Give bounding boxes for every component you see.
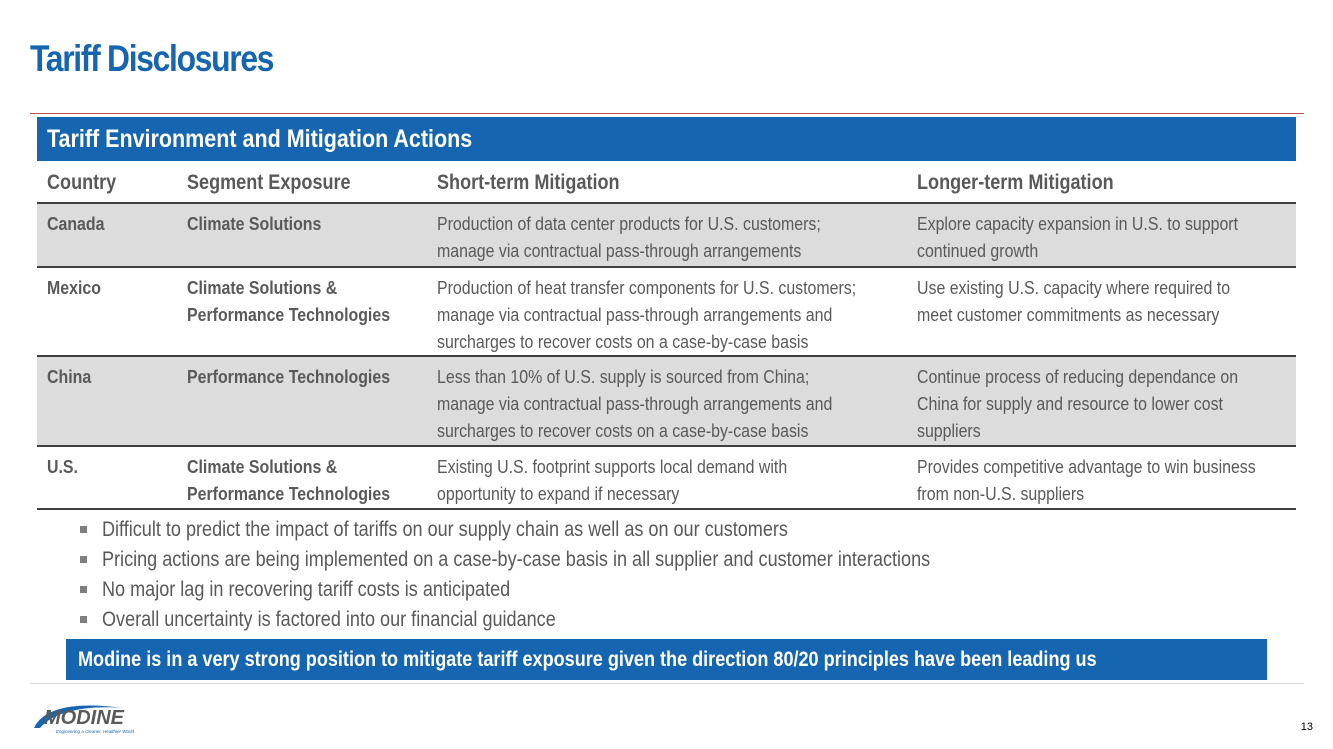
short-term-cell — [437, 210, 821, 264]
segment-line: Performance Technologies — [187, 366, 391, 387]
longer-term-cell — [917, 363, 1238, 444]
footer-divider — [30, 683, 1304, 684]
column-header-row — [37, 163, 1296, 203]
bullet-text: Difficult to predict the impact of tariffs on our supply chain as well as on our customers — [102, 518, 788, 541]
short-term-line: surcharges to recover costs on a case-by-case basis — [437, 331, 809, 352]
logo-wordmark: MODINE — [44, 707, 124, 729]
table-row — [37, 268, 1296, 355]
short-term-line: manage via contractual pass-through arrangements and — [437, 304, 833, 325]
segment-cell — [187, 363, 390, 390]
segment-line: Climate Solutions & — [187, 277, 338, 298]
short-term-line: surcharges to recover costs on a case-by-case basis — [437, 420, 809, 441]
bullet-square-icon — [80, 616, 87, 623]
bullet-text: Pricing actions are being implemented on a case-by-case basis in all supplier and customer interactions — [102, 548, 931, 571]
longer-term-line: suppliers — [917, 420, 981, 441]
longer-term-cell — [917, 274, 1230, 328]
longer-term-line: Continue process of reducing dependance on — [917, 366, 1239, 387]
bullet-text: Overall uncertainty is factored into our financial guidance — [102, 608, 556, 631]
longer-term-line: from non-U.S. suppliers — [917, 483, 1085, 504]
segment-line: Climate Solutions & — [187, 456, 338, 477]
page-number: 13 — [1300, 721, 1313, 733]
table-header — [37, 117, 1296, 161]
longer-term-cell — [917, 210, 1238, 264]
row-divider — [37, 508, 1296, 510]
title-divider — [30, 113, 1304, 114]
country-cell: Mexico — [47, 277, 101, 298]
column-header-short-term: Short-term Mitigation — [437, 171, 620, 194]
short-term-cell — [437, 274, 856, 355]
country-cell: China — [47, 366, 92, 387]
longer-term-line: China for supply and resource to lower cost — [917, 393, 1223, 414]
bullet-square-icon — [80, 526, 87, 533]
table-row — [37, 447, 1296, 508]
segment-line: Performance Technologies — [187, 483, 391, 504]
bullet-square-icon — [80, 556, 87, 563]
country-cell: Canada — [47, 213, 105, 234]
bullet-square-icon — [80, 586, 87, 593]
summary-banner — [66, 639, 1267, 680]
table-row — [37, 357, 1296, 445]
short-term-line: opportunity to expand if necessary — [437, 483, 680, 504]
segment-line: Performance Technologies — [187, 304, 391, 325]
modine-logo — [30, 698, 160, 736]
segment-cell — [187, 274, 390, 328]
column-header-segment: Segment Exposure — [187, 171, 351, 194]
table-header-text: Tariff Environment and Mitigation Actions — [47, 125, 473, 153]
segment-line: Climate Solutions — [187, 213, 322, 234]
short-term-line: Less than 10% of U.S. supply is sourced from China; — [437, 366, 810, 387]
short-term-line: Existing U.S. footprint supports local demand with — [437, 456, 788, 477]
column-header-longer-term: Longer-term Mitigation — [917, 171, 1114, 194]
longer-term-line: Provides competitive advantage to win business — [917, 456, 1256, 477]
short-term-line: Production of heat transfer components for U.S. customers; — [437, 277, 857, 298]
short-term-line: manage via contractual pass-through arrangements and — [437, 393, 833, 414]
summary-banner-text: Modine is in a very strong position to mitigate tariff exposure given the direction 80/20 principles have been leading us — [78, 648, 1097, 671]
column-header-country: Country — [47, 171, 117, 194]
bullet-text: No major lag in recovering tariff costs is anticipated — [102, 578, 511, 601]
short-term-cell — [437, 363, 832, 444]
longer-term-cell — [917, 453, 1256, 507]
longer-term-line: Explore capacity expansion in U.S. to support — [917, 213, 1239, 234]
short-term-cell — [437, 453, 787, 507]
short-term-line: manage via contractual pass-through arrangements — [437, 240, 802, 261]
segment-cell — [187, 453, 390, 507]
longer-term-line: meet customer commitments as necessary — [917, 304, 1220, 325]
country-cell: U.S. — [47, 456, 78, 477]
table-row — [37, 204, 1296, 266]
logo-tagline: Engineering a Cleaner, Healthier World — [56, 729, 135, 734]
short-term-line: Production of data center products for U.S. customers; — [437, 213, 821, 234]
segment-cell — [187, 210, 321, 237]
longer-term-line: Use existing U.S. capacity where required to — [917, 277, 1231, 298]
longer-term-line: continued growth — [917, 240, 1039, 261]
page-title: Tariff Disclosures — [30, 38, 274, 79]
